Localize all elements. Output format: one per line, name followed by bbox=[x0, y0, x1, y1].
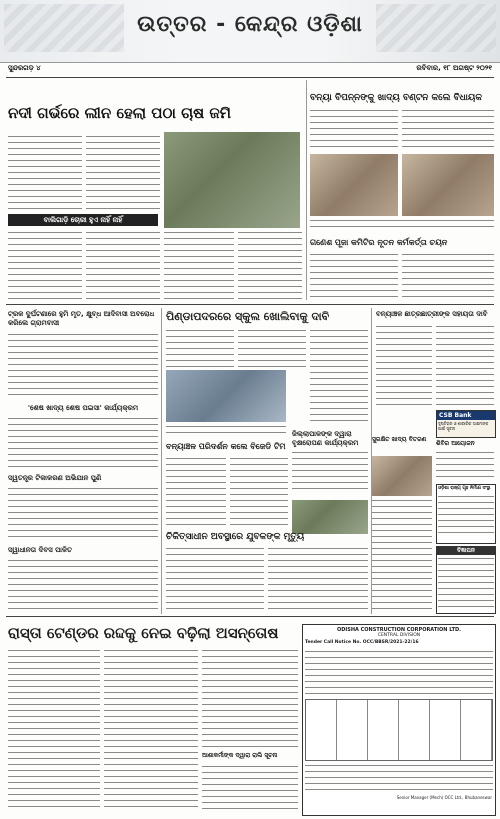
flood-mla-caption bbox=[310, 218, 494, 232]
bottom-small-headline-box bbox=[202, 752, 298, 760]
school-headline: ପିଣ୍ଡାପଦରରେ ସ୍କୁଲ ଖୋଲିବାକୁ ଦାବି bbox=[166, 310, 330, 323]
police-headline-box bbox=[166, 442, 290, 452]
road-body-col1 bbox=[8, 648, 100, 812]
tender-org: ODISHA CONSTRUCTION CORPORATION LTD. bbox=[336, 627, 462, 633]
lead-body-col1 bbox=[8, 134, 82, 212]
police-headline: ବନ୍ୟାଞ୍ଚଳ ପରିଦର୍ଶନ କଲେ ବିଜେଡି ଟିମ bbox=[166, 442, 286, 451]
ganesh-body-col1 bbox=[310, 252, 398, 300]
lead-river-photo bbox=[164, 132, 300, 228]
left2-headline: 'ଶେଷ ଖାଦ୍ୟ ଶେଷ ପଇସା' କାର୍ଯ୍ୟକ୍ରମ bbox=[27, 404, 139, 412]
left4-headline-box bbox=[8, 546, 158, 555]
tender-text bbox=[305, 649, 493, 697]
section-title: ଉତ୍ତର - କେନ୍ଦ୍ର ଓଡ଼ିଶା bbox=[137, 12, 363, 37]
col-divider bbox=[161, 308, 162, 614]
lead-headline-box bbox=[8, 104, 244, 122]
tribal-body bbox=[8, 332, 158, 400]
bottom-small-body bbox=[202, 764, 298, 812]
ganesh-body-col2 bbox=[402, 252, 494, 300]
folio-line bbox=[0, 62, 500, 76]
aid-body-col1 bbox=[376, 324, 432, 408]
death-headline: ଚିକିତ୍ସାଧୀନ ଅବସ୍ଥାରେ ଯୁବକଙ୍କ ମୃତ୍ୟୁ bbox=[166, 532, 305, 542]
lower-rule bbox=[6, 616, 494, 617]
ganesh-headline-box bbox=[310, 238, 494, 248]
police-photo bbox=[292, 500, 368, 534]
school-body-col3 bbox=[310, 328, 368, 426]
flood-mla-body-col2 bbox=[402, 108, 494, 152]
tender-table bbox=[305, 699, 493, 761]
csb-bank-logo: CSB Bank bbox=[437, 411, 495, 420]
left3-headline-box bbox=[8, 474, 158, 483]
tender-notice bbox=[302, 624, 496, 816]
housing-notice-body bbox=[438, 494, 494, 536]
left4-body bbox=[8, 558, 158, 612]
lead-body-col4 bbox=[86, 230, 160, 300]
col-divider bbox=[306, 80, 307, 300]
road-body-col3 bbox=[202, 648, 298, 748]
school-body-col1 bbox=[166, 328, 234, 368]
road-headline: ରାସ୍ତା ଟେଣ୍ଡର ରଦ୍ଦକୁ ନେଇ ବଢ଼ିଲା ଅସନ୍ତୋଷ bbox=[8, 624, 279, 642]
road-body-col2 bbox=[104, 648, 198, 812]
death-body-col2 bbox=[268, 546, 368, 612]
lead-subhead: ବାଲିଗାଡ଼ି ଚୋରୀ ହୁଏ ନାହିଁ ନାହିଁ bbox=[43, 216, 123, 224]
flood-mla-photo bbox=[310, 154, 398, 216]
mid1-photo bbox=[372, 456, 432, 496]
csb-bank-ad bbox=[436, 410, 496, 438]
tribal-headline-box bbox=[8, 310, 158, 328]
vigyapan-title: ବିଜ୍ଞାପନ bbox=[437, 547, 495, 555]
left3-body bbox=[8, 486, 158, 542]
page-date: ରବିବାର, ୧୮ ଅଗଷ୍ଟ ୨୦୨୧ bbox=[416, 64, 492, 72]
aid-body-col2 bbox=[436, 324, 494, 408]
left2-headline-box bbox=[8, 404, 158, 413]
lead-subhead-bar bbox=[8, 214, 158, 226]
aid-headline-box bbox=[376, 310, 494, 319]
school-body-col2 bbox=[238, 328, 306, 368]
mid1-headline-box bbox=[372, 436, 432, 444]
road-headline-box bbox=[8, 624, 298, 642]
school-headline-box bbox=[166, 310, 366, 323]
page-section: ସୁନ୍ଦରଗଡ଼ ୪ bbox=[8, 64, 41, 72]
housing-notice bbox=[436, 484, 496, 544]
vigyapan-notice bbox=[436, 546, 496, 614]
mid1-body bbox=[372, 498, 432, 612]
police-body-col2 bbox=[230, 456, 288, 528]
mid1-headline: ସୁରକ୍ଷିତ ଖାଦ୍ୟ ବିତରଣ bbox=[372, 436, 427, 443]
collector-headline: ଜିଲ୍ଲାପାଳଙ୍କ ଦ୍ୱାରା ବୃକ୍ଷରୋପଣ କାର୍ଯ୍ୟକ୍ରମ bbox=[292, 430, 359, 447]
police-body-col1 bbox=[166, 456, 226, 528]
flood-mla-body-col1 bbox=[310, 108, 398, 152]
collector-body bbox=[292, 450, 368, 494]
tender-signoff: Senior Manager (Mech) OCC Ltd., Bhubaneswar bbox=[396, 795, 492, 800]
lead-headline: ନଦୀ ଗର୍ଭରେ ଲୀନ ହେଲା ପଠା ଚାଷ ଜମି bbox=[8, 104, 231, 122]
tender-terms bbox=[305, 763, 493, 793]
mid2-body bbox=[436, 450, 494, 480]
lead-body-col6 bbox=[238, 230, 302, 300]
bottom-small-headline: ଆଶାକର୍ମୀଙ୍କ ଦ୍ୱାରା ରାଲି ସୂଚନା bbox=[202, 752, 278, 759]
flood-mla-photo-2 bbox=[402, 154, 494, 216]
left2-body bbox=[8, 416, 158, 470]
csb-bank-line: ଦୃଷ୍ଟିହୀନ ଓ ଶାରୀରିକ ଅକ୍ଷମଙ୍କ ପାଇଁ ସୂଚନା bbox=[438, 421, 489, 431]
death-headline-box bbox=[166, 532, 366, 543]
left4-headline: ସ୍ୱାଧୀନତା ଦିବସ ପାଳିତ bbox=[8, 546, 73, 554]
tribal-headline: ଟ୍ରକ ଦୁର୍ଘଟଣାରେ ହୁମି ମୃତ, କ୍ଷୁବ୍ଧ ଆଦିବାସୀ ଅବରୋଧ କରିଲେ ଗ୍ରାମବାସୀ bbox=[8, 310, 155, 327]
lead-body-col3 bbox=[8, 230, 82, 300]
aid-headline: ବନ୍ୟାଞ୍ଚଳ ଛାତ୍ରଛାତ୍ରୀଙ୍କ ସହାୟତା ଦାବି bbox=[376, 310, 488, 318]
section-masthead bbox=[0, 0, 500, 63]
housing-notice-title: ଓଡ଼ିଶା ରାଜ୍ୟ ଗୃହ ନିର୍ମାଣ ସଂସ୍ଥା bbox=[438, 486, 491, 491]
masthead-right-photo bbox=[376, 4, 496, 52]
ganesh-headline: ଗଣେଶ ପୂଜା କମିଟିର ନୂତନ କର୍ମକର୍ତ୍ତା ଚୟନ bbox=[310, 238, 448, 247]
flood-mla-headline-box bbox=[310, 93, 494, 104]
lead-body-col5 bbox=[164, 230, 234, 300]
vigyapan-body bbox=[438, 556, 494, 610]
mid2-headline: ଶିବିର ଆୟୋଜନ bbox=[436, 440, 475, 447]
school-caption bbox=[166, 424, 286, 436]
top-rule bbox=[6, 77, 494, 78]
school-photo bbox=[166, 370, 286, 422]
tender-notice-no: Tender Call Notice No. OCC/BBSR/2021-22/16 bbox=[305, 640, 419, 645]
tender-division: CENTRAL DIVISION bbox=[377, 633, 421, 638]
death-body-col1 bbox=[166, 546, 264, 612]
flood-mla-headline: ବନ୍ୟା ବିପନ୍ନଙ୍କୁ ଖାଦ୍ୟ ବଣ୍ଟନ କଲେ ବିଧାୟକ bbox=[310, 93, 482, 103]
left3-headline: ସ୍ୱତନ୍ତ୍ର ଟିକାକରଣ ଅଭିଯାନ ପୁଣି bbox=[8, 474, 102, 482]
mid2-headline-box bbox=[436, 440, 494, 448]
lead-body-col2 bbox=[86, 134, 160, 212]
collector-headline-box bbox=[292, 430, 372, 448]
mid-rule bbox=[6, 304, 494, 305]
